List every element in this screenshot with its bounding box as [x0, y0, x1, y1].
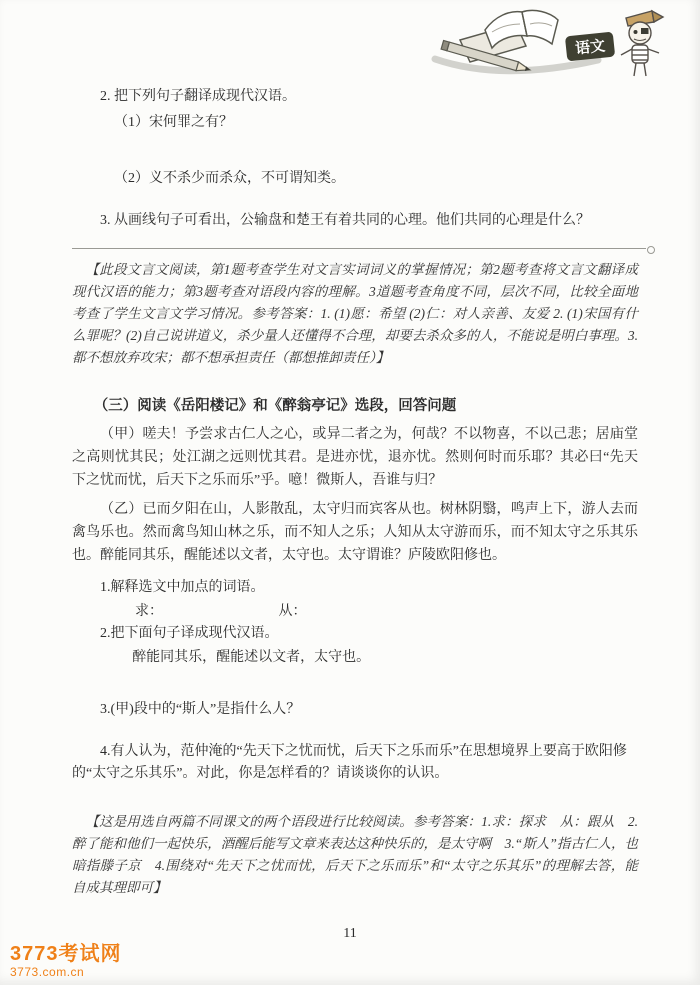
- question-1: 1.解释选文中加点的词语。: [100, 580, 265, 595]
- page-number: 11: [343, 926, 357, 941]
- question-2b: 2.把下面句子译成现代汉语。: [100, 626, 279, 641]
- site-name: 3773考试网: [10, 943, 122, 965]
- term-cong: 从：: [278, 604, 307, 619]
- question-3: 3. 从画线句子可看出，公输盘和楚王有着共同的心理。他们共同的心理是什么？: [100, 213, 590, 228]
- subject-badge-label: 语文: [574, 38, 606, 58]
- term-qiu: 求：: [135, 604, 163, 619]
- site-url: 3773.com.cn: [10, 965, 85, 979]
- section-3-heading: （三）阅读《岳阳楼记》和《醉翁亭记》选段，回答问题: [93, 398, 457, 414]
- header-illustration: [430, 2, 682, 88]
- answer-space: [72, 190, 638, 210]
- question-1-terms: [135, 601, 638, 623]
- question-3b: 3.(甲)段中的“斯人”是指什么人？: [100, 702, 301, 717]
- answer-space: [72, 669, 638, 699]
- section-divider-line: [72, 248, 646, 249]
- question-2-intro: 2. 把下列句子翻译成现代汉语。: [100, 89, 296, 104]
- answer-space: [72, 785, 638, 801]
- commentary-block-2: 【这是用选自两篇不同课文的两个语段进行比较阅读。参考答案：1.求：探求 从：跟从 2.醉了能和他们一起快乐，酒醒后能写文章来表达这种快乐的，是太守啊 3.“斯人”指古仁人，也暗指滕子京 4.围绕对“先天下之忧而忧，后天下之乐而乐”和“太守之乐其乐”的理解去答，能自成其理即可】: [72, 814, 638, 895]
- passage-jia: （甲）嗟夫！予尝求古仁人之心，或异二者之为，何哉？不以物喜，不以己悲；居庙堂之高则忧其民；处江湖之远则忧其君。是进亦忧，退亦忧。然则何时而乐耶？其必曰“先天下之忧而忧，后天下之乐而乐”乎。噫！微斯人，吾谁与归？: [72, 427, 638, 488]
- question-2-item-1: （1）宋何罪之有？: [114, 115, 233, 130]
- page-content: [72, 86, 638, 899]
- cartoon-character-icon: [621, 11, 663, 76]
- question-4: 4.有人认为，范仲淹的“先天下之忧而忧，后天下之乐而乐”在思想境界上要高于欧阳修的“太守之乐其乐”。对此，你是怎样看的？请谈谈你的认识。: [72, 744, 627, 781]
- question-2-item-2: （2）义不杀少而杀众，不可谓知类。: [114, 171, 345, 186]
- answer-space: [72, 134, 638, 164]
- site-watermark: [10, 943, 122, 979]
- commentary-block-1: 【此段文言文阅读，第1题考查学生对文言实词词义的掌握情况；第2题考查将文言文翻译成现代汉语的能力；第3题考查对语段内容的理解。3道题考查角度不同，层次不同，比较全面地考查了学生文言文学习情况。参考答案：1. (1)愿：希望 (2)仁：对人亲善、友爱 2. (1)宋国有什么罪呢？(2)自己说讲道义，杀少量人还懂得不合理，却要去杀众多的人，不能说是明白事理。3. 都不想放弃攻宋；都不想承担责任（都想推卸责任）】: [72, 262, 638, 365]
- subject-badge: [565, 32, 615, 62]
- answer-space: [72, 721, 638, 741]
- header-illustration-svg: [430, 2, 682, 88]
- passage-yi: （乙）已而夕阳在山，人影散乱，太守归而宾客从也。树林阴翳，鸣声上下，游人去而禽鸟乐也。然而禽鸟知山林之乐，而不知人之乐；人知从太守游而乐，而不知太守之乐其乐也。醉能同其乐，醒能述以文者，太守也。太守谓谁？庐陵欧阳修也。: [72, 502, 638, 563]
- question-2b-sentence: 醉能同其乐，醒能述以文者，太守也。: [132, 650, 371, 665]
